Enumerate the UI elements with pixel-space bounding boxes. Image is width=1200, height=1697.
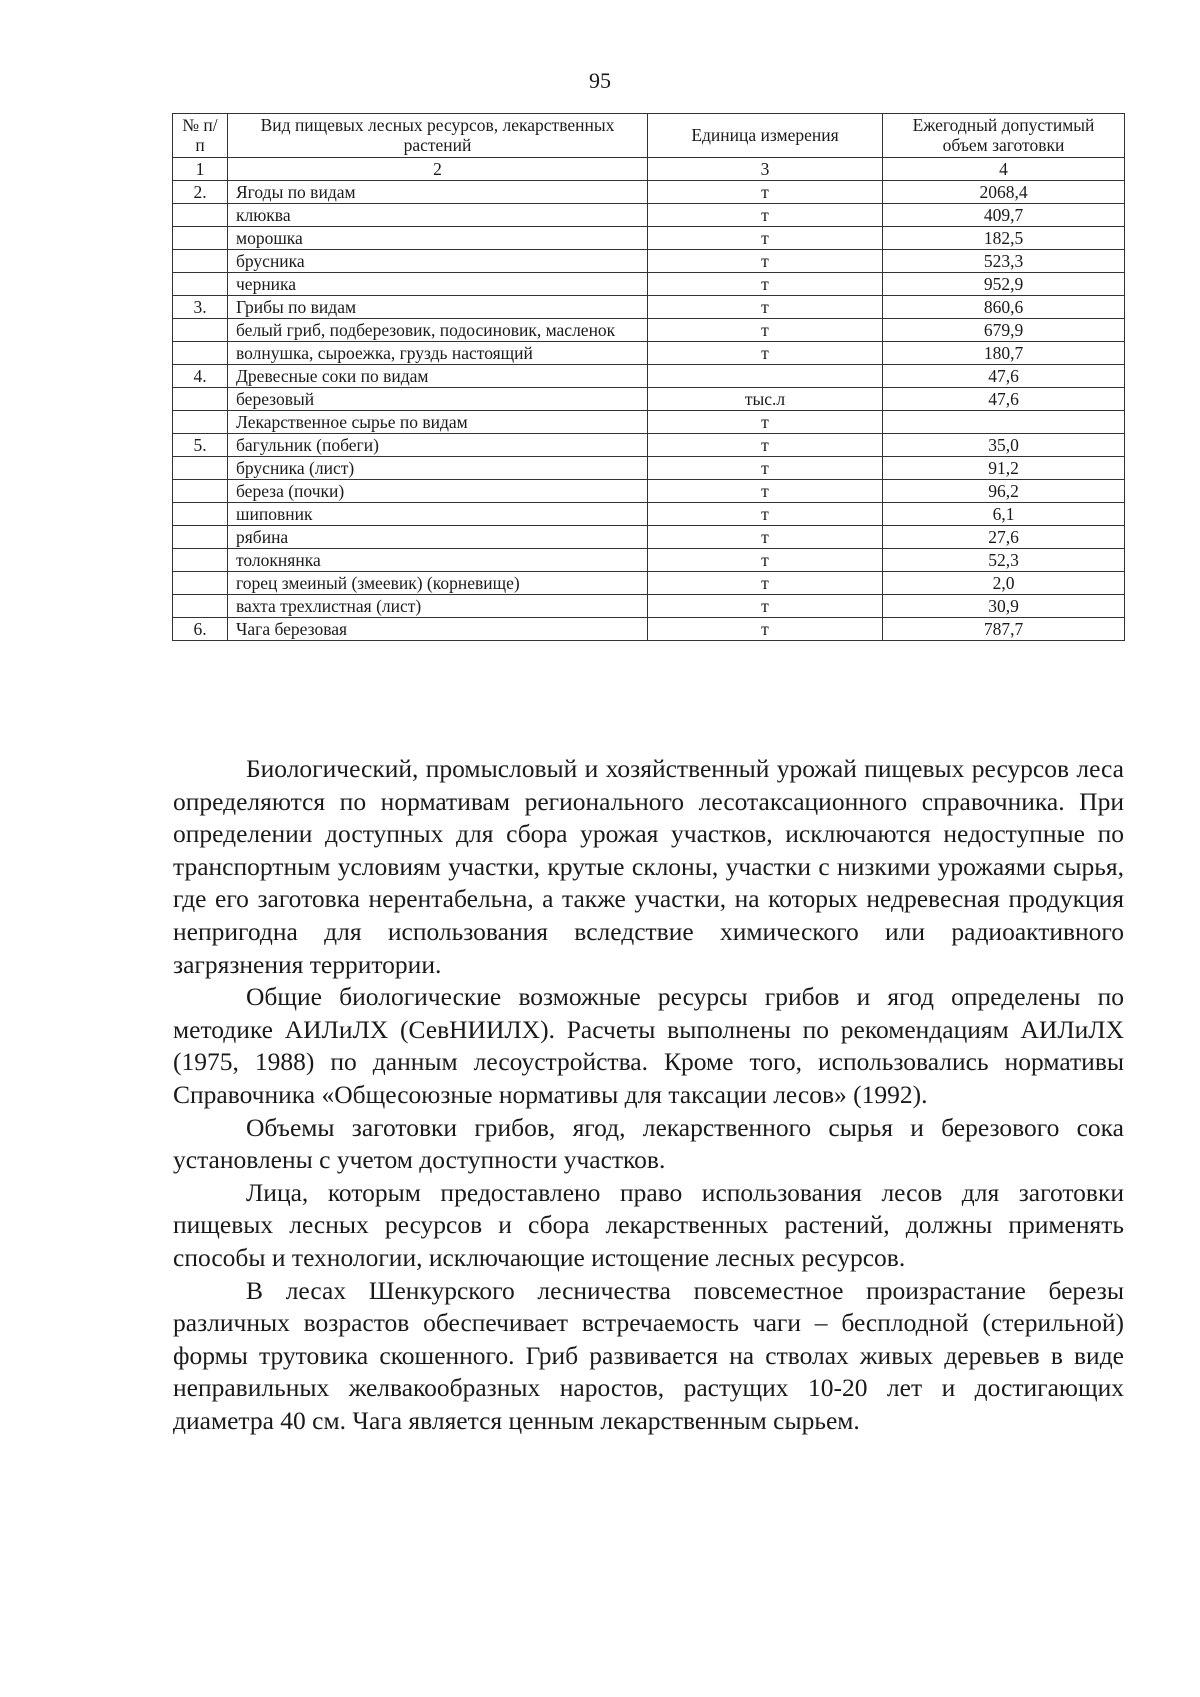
annual-volume-cell: 182,5 bbox=[883, 227, 1125, 250]
annual-volume-cell: 35,0 bbox=[883, 434, 1125, 457]
header-annual-volume: Ежегодный допустимый объем заготовки bbox=[883, 114, 1125, 158]
resource-name-cell: Лекарственное сырье по видам bbox=[228, 411, 648, 434]
row-number-cell bbox=[173, 227, 228, 250]
column-number: 1 bbox=[173, 158, 228, 181]
resource-name-cell: клюква bbox=[228, 204, 648, 227]
row-number-cell bbox=[173, 250, 228, 273]
row-number-cell bbox=[173, 526, 228, 549]
unit-cell: т bbox=[648, 296, 883, 319]
resource-name-cell: белый гриб, подберезовик, подосиновик, масленок bbox=[228, 319, 648, 342]
row-number-cell bbox=[173, 503, 228, 526]
annual-volume-cell: 47,6 bbox=[883, 365, 1125, 388]
resource-name-cell: брусника (лист) bbox=[228, 457, 648, 480]
table-row bbox=[173, 457, 1125, 480]
unit-cell: т bbox=[648, 595, 883, 618]
unit-cell: т bbox=[648, 503, 883, 526]
row-number-cell bbox=[173, 457, 228, 480]
annual-volume-cell: 679,9 bbox=[883, 319, 1125, 342]
resource-name-cell: вахта трехлистная (лист) bbox=[228, 595, 648, 618]
unit-cell: тыс.л bbox=[648, 388, 883, 411]
unit-cell: т bbox=[648, 457, 883, 480]
table-row bbox=[173, 342, 1125, 365]
resource-name-cell: Ягоды по видам bbox=[228, 181, 648, 204]
paragraph: Объемы заготовки грибов, ягод, лекарственного сырья и березового сока установлены с учетом доступности участков. bbox=[173, 1112, 1124, 1175]
page-number: 95 bbox=[589, 68, 611, 93]
unit-cell: т bbox=[648, 480, 883, 503]
annual-volume-cell: 860,6 bbox=[883, 296, 1125, 319]
annual-volume-cell: 27,6 bbox=[883, 526, 1125, 549]
resource-name-cell: шиповник bbox=[228, 503, 648, 526]
row-number-cell: 3. bbox=[173, 296, 228, 319]
row-number-cell bbox=[173, 388, 228, 411]
table-row bbox=[173, 480, 1125, 503]
resource-name-cell: горец змеиный (змеевик) (корневище) bbox=[228, 572, 648, 595]
unit-cell: т bbox=[648, 434, 883, 457]
resource-name-cell: волнушка, сыроежка, груздь настоящий bbox=[228, 342, 648, 365]
table-body bbox=[173, 181, 1125, 641]
table-row bbox=[173, 434, 1125, 457]
table-row bbox=[173, 204, 1125, 227]
resource-name-cell: морошка bbox=[228, 227, 648, 250]
unit-cell: т bbox=[648, 526, 883, 549]
table-row bbox=[173, 411, 1125, 434]
table-row bbox=[173, 503, 1125, 526]
table-row bbox=[173, 273, 1125, 296]
annual-volume-cell: 409,7 bbox=[883, 204, 1125, 227]
resource-name-cell: брусника bbox=[228, 250, 648, 273]
table-header-row bbox=[173, 114, 1125, 158]
resource-name-cell: черника bbox=[228, 273, 648, 296]
table-row bbox=[173, 549, 1125, 572]
table-row bbox=[173, 365, 1125, 388]
column-number: 2 bbox=[228, 158, 648, 181]
annual-volume-cell: 787,7 bbox=[883, 618, 1125, 641]
annual-volume-cell: 96,2 bbox=[883, 480, 1125, 503]
row-number-cell bbox=[173, 595, 228, 618]
unit-cell: т bbox=[648, 572, 883, 595]
paragraph: В лесах Шенкурского лесничества повсеместное произрастание березы различных возрастов обеспечивает встречаемость чаги – бесплодной (стерильной) формы трутовика скошенного. Гриб развивается на стволах живых деревьев в виде неправильных желвакообразных наростов, растущих 10-20 лет и достигающих диаметра 40 см. Чага является ценным лекарственным сырьем. bbox=[173, 1275, 1124, 1435]
unit-cell bbox=[648, 365, 883, 388]
body-text bbox=[173, 753, 1124, 1437]
row-number-cell bbox=[173, 549, 228, 572]
forest-resources-table bbox=[172, 113, 1125, 641]
resource-name-cell: березовый bbox=[228, 388, 648, 411]
row-number-cell bbox=[173, 572, 228, 595]
unit-cell: т bbox=[648, 204, 883, 227]
annual-volume-cell: 30,9 bbox=[883, 595, 1125, 618]
unit-cell: т bbox=[648, 549, 883, 572]
annual-volume-cell: 180,7 bbox=[883, 342, 1125, 365]
resource-name-cell: Древесные соки по видам bbox=[228, 365, 648, 388]
annual-volume-cell bbox=[883, 411, 1125, 434]
table-row bbox=[173, 319, 1125, 342]
unit-cell: т bbox=[648, 618, 883, 641]
row-number-cell bbox=[173, 480, 228, 503]
resource-name-cell: рябина bbox=[228, 526, 648, 549]
annual-volume-cell: 523,3 bbox=[883, 250, 1125, 273]
annual-volume-cell: 2,0 bbox=[883, 572, 1125, 595]
table-row bbox=[173, 250, 1125, 273]
annual-volume-cell: 6,1 bbox=[883, 503, 1125, 526]
annual-volume-cell: 2068,4 bbox=[883, 181, 1125, 204]
row-number-cell: 6. bbox=[173, 618, 228, 641]
resource-name-cell: багульник (побеги) bbox=[228, 434, 648, 457]
row-number-cell: 2. bbox=[173, 181, 228, 204]
table-row bbox=[173, 296, 1125, 319]
column-numbers-row bbox=[173, 158, 1125, 181]
row-number-cell bbox=[173, 342, 228, 365]
column-number: 4 bbox=[883, 158, 1125, 181]
unit-cell: т bbox=[648, 181, 883, 204]
table-row bbox=[173, 227, 1125, 250]
unit-cell: т bbox=[648, 342, 883, 365]
row-number-cell bbox=[173, 411, 228, 434]
resource-name-cell: Чага березовая bbox=[228, 618, 648, 641]
column-number: 3 bbox=[648, 158, 883, 181]
unit-cell: т bbox=[648, 227, 883, 250]
header-num: № п/п bbox=[173, 114, 228, 158]
row-number-cell: 4. bbox=[173, 365, 228, 388]
table-row bbox=[173, 526, 1125, 549]
annual-volume-cell: 952,9 bbox=[883, 273, 1125, 296]
table-row bbox=[173, 388, 1125, 411]
header-unit: Единица измерения bbox=[648, 114, 883, 158]
unit-cell: т bbox=[648, 273, 883, 296]
resource-name-cell: береза (почки) bbox=[228, 480, 648, 503]
header-resource-type: Вид пищевых лесных ресурсов, лекарственных растений bbox=[228, 114, 648, 158]
unit-cell: т bbox=[648, 411, 883, 434]
resource-name-cell: Грибы по видам bbox=[228, 296, 648, 319]
row-number-cell bbox=[173, 273, 228, 296]
table-row bbox=[173, 595, 1125, 618]
row-number-cell bbox=[173, 319, 228, 342]
annual-volume-cell: 52,3 bbox=[883, 549, 1125, 572]
table-row bbox=[173, 618, 1125, 641]
table-row bbox=[173, 181, 1125, 204]
paragraph: Общие биологические возможные ресурсы грибов и ягод определены по методике АИЛиЛХ (СевНИИЛХ). Расчеты выполнены по рекомендациям АИЛиЛХ (1975, 1988) по данным лесоустройства. Кроме того, использовались нормативы Справочника «Общесоюзные нормативы для таксации лесов» (1992). bbox=[173, 982, 1124, 1109]
paragraph: Лица, которым предоставлено право использования лесов для заготовки пищевых лесных ресурсов и сбора лекарственных растений, должны применять способы и технологии, исключающие истощение лесных ресурсов. bbox=[173, 1177, 1124, 1272]
unit-cell: т bbox=[648, 250, 883, 273]
row-number-cell: 5. bbox=[173, 434, 228, 457]
table-row bbox=[173, 572, 1125, 595]
unit-cell: т bbox=[648, 319, 883, 342]
row-number-cell bbox=[173, 204, 228, 227]
paragraph: Биологический, промысловый и хозяйственный урожай пищевых ресурсов леса определяются по нормативам регионального лесотаксационного справочника. При определении доступных для сбора урожая участков, исключаются недоступные по транспортным условиям участки, крутые склоны, участки с низкими урожаями сырья, где его заготовка нерентабельна, а также участки, на которых недревесная продукция непригодна для использования вследствие химического или радиоактивного загрязнения территории. bbox=[173, 754, 1124, 979]
annual-volume-cell: 91,2 bbox=[883, 457, 1125, 480]
annual-volume-cell: 47,6 bbox=[883, 388, 1125, 411]
resource-name-cell: толокнянка bbox=[228, 549, 648, 572]
